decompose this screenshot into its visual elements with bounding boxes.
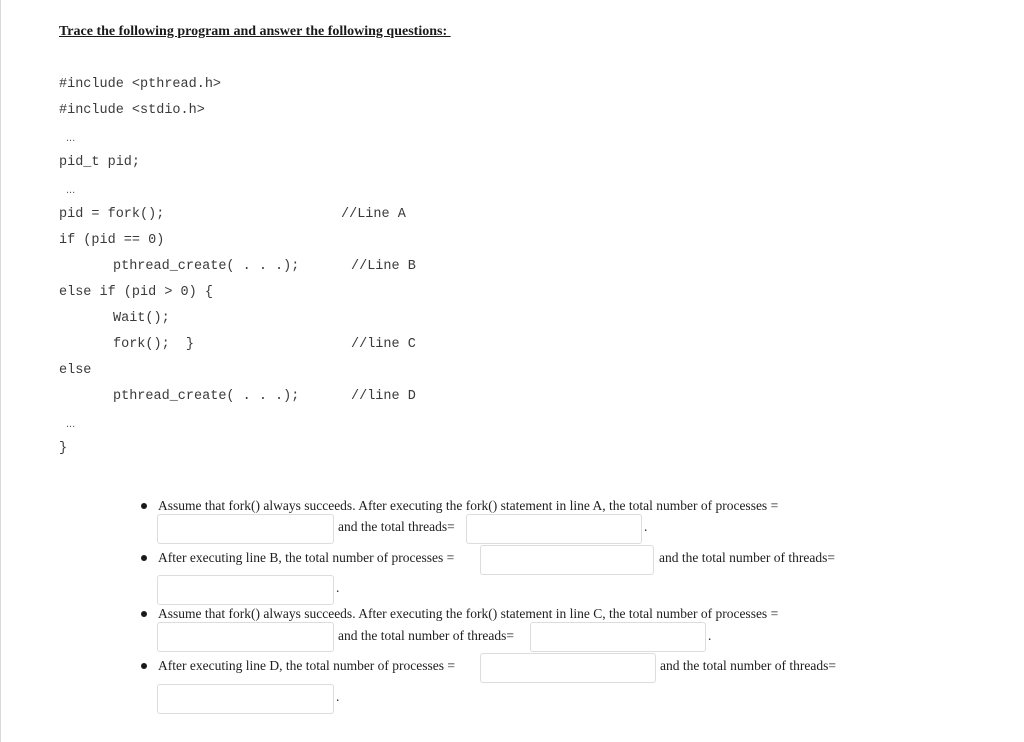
q2-threads-input[interactable]: [157, 575, 334, 605]
question-end-text: .: [336, 580, 340, 595]
q1-processes-input[interactable]: [157, 514, 334, 544]
question-text: After executing line D, the total number of processes =: [158, 658, 456, 673]
q2-processes-input[interactable]: [480, 545, 654, 575]
code-line-else-if: else if (pid > 0) {: [59, 285, 213, 300]
question-mid-text: and the total number of threads=: [338, 628, 514, 643]
code-line-fork: pid = fork();: [59, 207, 165, 222]
comment-line-d: //line D: [351, 389, 416, 404]
question-mid-text: and the total number of threads=: [660, 658, 836, 673]
code-line-wait: Wait();: [113, 311, 170, 326]
bullet: [141, 611, 147, 617]
question-end-text: .: [708, 628, 712, 643]
code-ellipsis: ...: [66, 184, 76, 196]
code-ellipsis: ...: [66, 418, 76, 430]
code-line-pid-decl: pid_t pid;: [59, 155, 141, 170]
q3-processes-input[interactable]: [157, 622, 334, 652]
bullet: [141, 663, 147, 669]
bullet: [141, 503, 147, 509]
code-line-fork-c: fork(); }: [113, 337, 195, 352]
question-text: Assume that fork() always succeeds. After executing the fork() statement in line C, the total number of processes =: [158, 606, 779, 621]
question-mid-text: and the total threads=: [338, 519, 455, 534]
question-end-text: .: [336, 689, 340, 704]
question-text: After executing line B, the total number of processes =: [158, 550, 455, 565]
page-border: [0, 0, 1, 742]
comment-line-a: //Line A: [341, 207, 406, 222]
q1-threads-input[interactable]: [466, 514, 642, 544]
code-line-closing-brace: }: [59, 441, 68, 456]
page-title: Trace the following program and answer the following questions:: [59, 24, 451, 39]
bullet: [141, 555, 147, 561]
code-line-include-pthread: #include <pthread.h>: [59, 77, 222, 92]
question-mid-text: and the total number of threads=: [659, 550, 835, 565]
code-line-pthread-create-d: pthread_create( . . .);: [113, 389, 300, 404]
code-line-else: else: [59, 363, 92, 378]
code-line-include-stdio: #include <stdio.h>: [59, 103, 205, 118]
comment-line-b: //Line B: [351, 259, 416, 274]
code-line-if: if (pid == 0): [59, 233, 165, 248]
q4-processes-input[interactable]: [480, 653, 656, 683]
question-text: Assume that fork() always succeeds. After executing the fork() statement in line A, the total number of processes =: [158, 498, 779, 513]
q3-threads-input[interactable]: [530, 622, 706, 652]
question-end-text: .: [644, 519, 648, 534]
comment-line-c: //line C: [351, 337, 416, 352]
q4-threads-input[interactable]: [157, 684, 334, 714]
code-ellipsis: ...: [66, 132, 76, 144]
code-line-pthread-create-b: pthread_create( . . .);: [113, 259, 300, 274]
